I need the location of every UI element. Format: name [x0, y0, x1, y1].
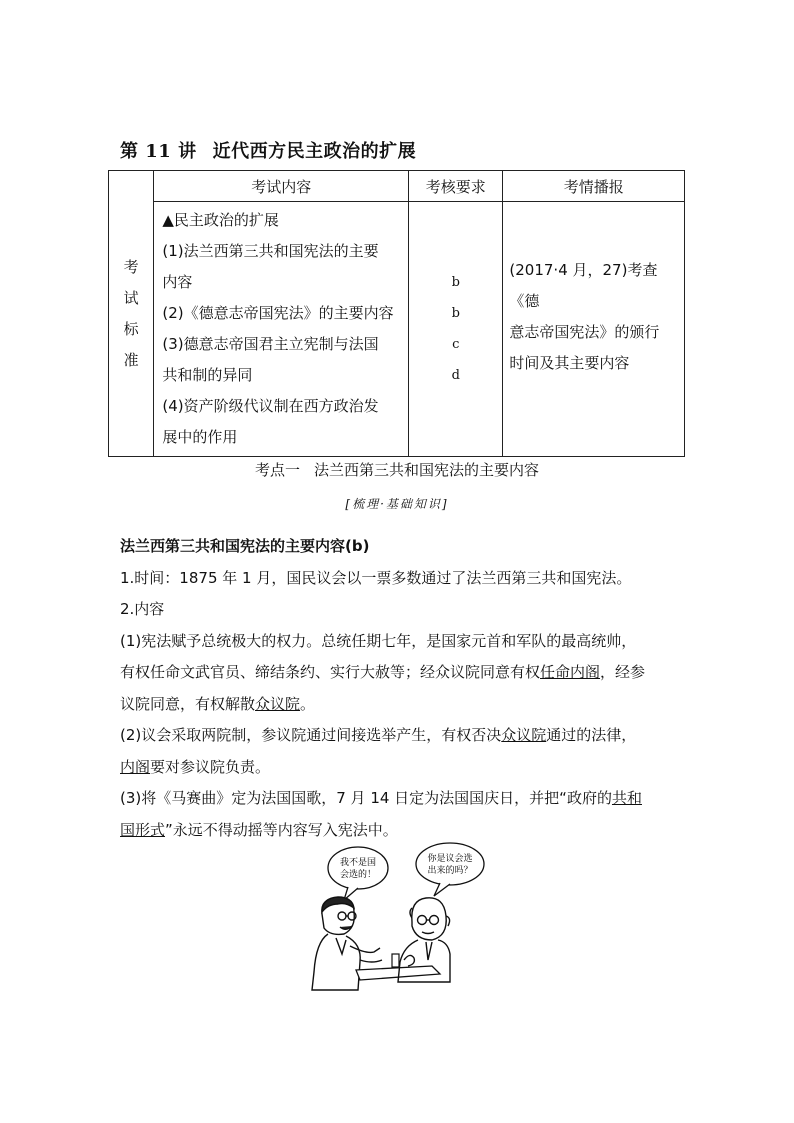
paragraph-line: [120, 657, 685, 689]
kaodian-label: 考点一: [254, 461, 300, 479]
requirement-level: b: [451, 306, 460, 321]
paragraph-line: [120, 689, 685, 721]
right-speech-bubble: [416, 843, 484, 885]
requirement-level: b: [451, 275, 460, 290]
content-label: 2.内容: [120, 600, 165, 618]
info-line: (2017·4 月，27)考查《德: [509, 261, 658, 310]
content-line: ▲民主政治的扩展: [162, 211, 279, 229]
underlined-term: 众议院: [255, 694, 301, 713]
left-bubble-line: 我不是国: [339, 858, 377, 868]
side-label-char: 试: [123, 288, 139, 307]
header-content: 考试内容: [154, 171, 409, 202]
content-line: (1)法兰西第三共和国宪法的主要: [162, 242, 379, 260]
left-bubble-line: 会选的！: [339, 870, 377, 880]
underlined-term: 共和: [611, 789, 642, 807]
paragraph-line: [120, 752, 685, 784]
underlined-term: 任命内阁: [540, 663, 601, 681]
underlined-term: 国形式: [120, 820, 166, 839]
info-line: 时间及其主要内容: [509, 354, 630, 372]
side-label-cell: [109, 171, 154, 457]
side-label-char: 标: [123, 319, 139, 338]
section-tag: [梳理·基础知识]: [345, 497, 449, 511]
cartoon-illustration: [300, 842, 500, 992]
requirement-level: c: [452, 337, 460, 352]
content-line: (3)德意志帝国君主立宪制与法国: [162, 335, 379, 353]
right-bubble-line: 你是议会选: [427, 854, 473, 864]
content-line: 展中的作用: [162, 428, 238, 446]
right-bubble-line: 出来的吗？: [427, 866, 473, 876]
table-header-row: [109, 171, 685, 202]
header-requirement: 考核要求: [409, 171, 503, 202]
info-line: 意志帝国宪法》的颁行: [509, 323, 660, 341]
exam-standards-table: [108, 170, 685, 457]
content-line: (4)资产阶级代议制在西方政治发: [162, 397, 379, 415]
content-line: 内容: [162, 273, 193, 291]
paragraph-line: [120, 783, 685, 815]
body-text: [120, 531, 685, 846]
underlined-term: 众议院: [501, 726, 547, 744]
lecture-topic: 近代西方民主政治的扩展: [212, 141, 417, 162]
content-line: 共和制的异同: [162, 366, 253, 384]
header-info: 考情播报: [503, 171, 685, 202]
paragraph-line: [120, 720, 685, 752]
content-line: (2)《德意志帝国宪法》的主要内容: [162, 304, 394, 322]
text-span: (2)议会采取两院制，参议院通过间接选举产生，有权否决: [120, 726, 502, 744]
text-span: 。: [300, 694, 316, 713]
text-span: (3)将《马赛曲》定为法国国歌，7 月 14 日定为法国国庆日，并把“政府的: [120, 789, 612, 807]
text-span: 要对参议院负责。: [150, 757, 271, 776]
info-cell: [503, 202, 685, 457]
text-span: 通过的法律，: [546, 726, 637, 744]
requirement-level: d: [451, 368, 460, 383]
lecture-number: 第 11 讲: [120, 141, 197, 162]
requirement-cell: [409, 202, 503, 457]
table-body-row: [109, 202, 685, 457]
underlined-term: 内阁: [120, 757, 151, 776]
text-span: 议院同意，有权解散: [120, 694, 256, 713]
content-cell: [154, 202, 409, 457]
kaodian-heading: [0, 459, 794, 480]
text-span: ”永远不得动摇等内容写入宪法中。: [165, 820, 398, 839]
paragraph-line: (1)宪法赋予总统极大的权力。总统任期七年，是国家元首和军队的最高统帅，: [120, 631, 637, 650]
page-title: [120, 137, 416, 163]
text-span: 有权任命文武官员、缔结条约、实行大赦等；经众议院同意有权: [120, 663, 541, 681]
time-line: 1.时间：1875 年 1 月，国民议会以一票多数通过了法兰西第三共和国宪法。: [120, 568, 632, 587]
body-heading: 法兰西第三共和国宪法的主要内容(b): [120, 537, 370, 555]
side-label-char: 考: [123, 257, 139, 276]
text-span: ，经参: [600, 663, 646, 681]
left-speech-bubble: [328, 847, 388, 889]
side-label-char: 准: [123, 350, 139, 369]
kaodian-title: 法兰西第三共和国宪法的主要内容: [314, 461, 540, 479]
